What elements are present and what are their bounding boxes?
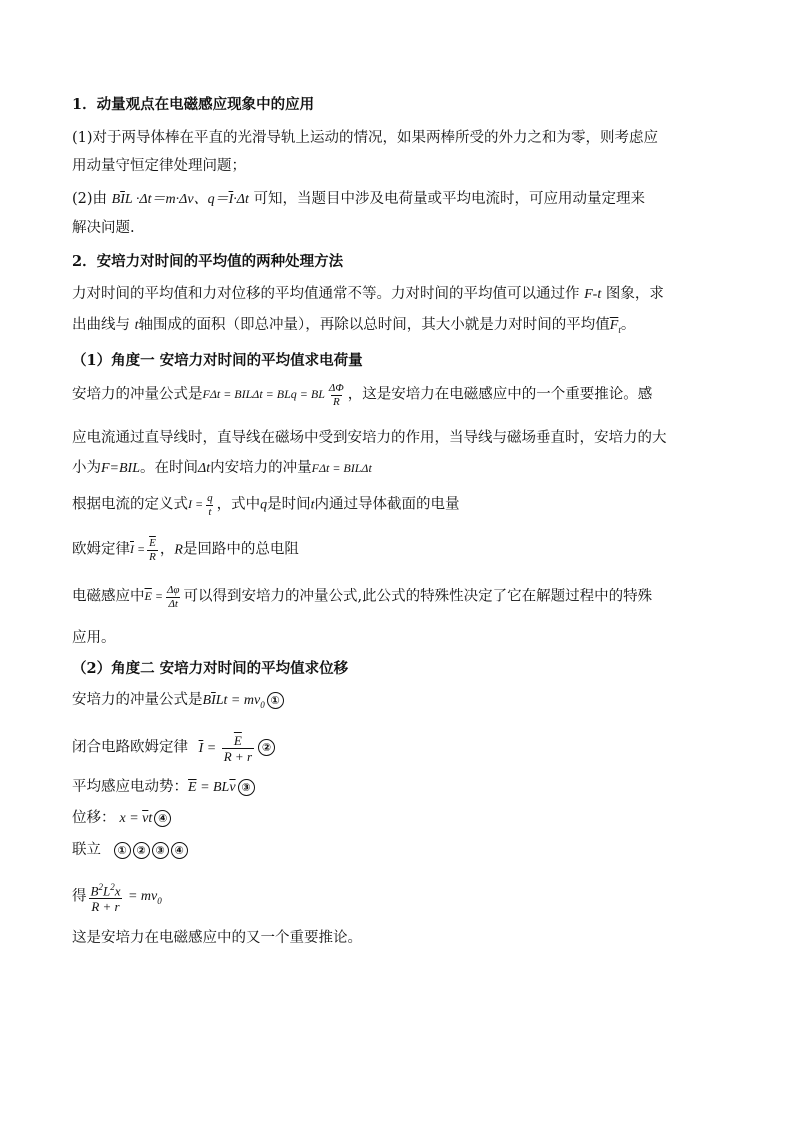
circled-number-2: ② [258,739,275,756]
section-1-heading: 1．动量观点在电磁感应现象中的应用 [72,96,315,113]
s1-para2-line1: (2)由 $B\overline{I}L \cdot\Delta t=m\cdot\Delta v$、$q=\overline{I}\cdot\Delta t$ 可知，当题目中涉及电荷量或平均电流时，可应用动量定理来 [72,191,645,207]
formula-emf: $\overline{E}$ = $\frac{\Delta\varphi}{\Delta t}$ [144,584,180,610]
s2-para1-line1: 力对时间的平均值和力对位移的平均值通常不等。力对时间的平均值可以通过作 F-t 图象，求 [72,286,664,302]
sub2-line2: 闭合电路欧姆定律 $\overline{I}$ = $\frac{\overline{E}}{R + r}$ ② [72,733,275,764]
formula-closed-circuit: $\overline{I}$ = $\frac{\overline{E}}{R + r}$ [198,733,253,764]
circled-numbers-group: ① ② ③ ④ [112,842,188,858]
formula-displacement: $x = \overline{v}t$ [119,811,153,826]
sub1-line2: 应电流通过直导线时，直导线在磁场中受到安培力的作用，当导线与磁场垂直时，安培力的大 [72,430,667,446]
subsection-1-heading: （1）角度一 安培力对时间的平均值求电荷量 [72,352,363,369]
formula-impulse-charge: FΔt = BILΔt = BLq = BL $\frac{\Delta\Phi}{R}$ [202,382,344,408]
subsection-2-heading: （2）角度二 安培力对时间的平均值求位移 [72,660,349,677]
formula-average-emf: $\overline{E} = BL\overline{v}$ [188,780,236,795]
formula-impulse-momentum: $B\overline{I}Lt = mv_0$ [202,693,265,710]
sub2-line1: 安培力的冲量公式是$B\overline{I}Lt = mv_0$ ① [72,690,284,715]
sub1-line4: 根据电流的定义式I = $\frac{q}{t}$ ，式中q是时间t内通过导体截面的电量 [72,492,460,518]
formula-dt: Δt [198,461,211,476]
section-2-heading: 2．安培力对时间的平均值的两种处理方法 [72,253,344,270]
s1-para1-line1: (1)对于两导体棒在平直的光滑导轨上运动的情况，如果两棒所受的外力之和为零，则考虑应 [72,130,659,146]
sub1-line1: 安培力的冲量公式是FΔt = BILΔt = BLq = BL $\frac{\Delta\Phi}{R}$ ，这是安培力在电磁感应中的一个重要推论。感 [72,382,653,408]
circled-number-1: ① [267,692,284,709]
formula-impulse: FΔt = BILΔt [311,461,372,475]
s2-para1-line2: 出曲线与 t轴围成的面积（即总冲量），再除以总时间，其大小就是力对时间的平均值$\overline{F}_t$。 [72,317,636,335]
formula-momentum: $B\overline{I}L \cdot\Delta t=m\cdot\Delta v$、$q=\overline{I}\cdot\Delta t$ [111,192,249,207]
circled-number-3: ③ [238,779,255,796]
sub2-line7: 这是安培力在电磁感应中的又一个重要推论。 [72,930,362,946]
formula-ohm-law: $\overline{I}$ = $\frac{\overline{E}}{R}$ [130,537,156,563]
sub1-line5: 欧姆定律$\overline{I}$ = $\frac{\overline{E}}{R}$ ，R是回路中的总电阻 [72,537,299,563]
sub1-line7: 应用。 [72,630,116,646]
circled-number-4: ④ [154,810,171,827]
sub2-line4: 位移： $x = \overline{v}t$ ④ [72,808,171,829]
sub1-line6: 电磁感应中$\overline{E}$ = $\frac{\Delta\varphi}{\Delta t}$ 可以得到安培力的冲量公式,此公式的特殊性决定了它在解题过程中的特殊 [72,584,653,610]
sub2-line3: 平均感应电动势：$\overline{E} = BL\overline{v}$ ③ [72,777,255,798]
s1-para2-line2: 解决问题. [72,220,135,236]
sub2-line6: 得 $\frac{B^2L^2x}{R + r}$ = $mv_0$ [72,882,162,915]
s1-para1-line2: 用动量守恒定律处理问题； [72,158,246,174]
sub1-line3: 小为F=BIL。在时间Δt内安培力的冲量FΔt = BILΔt [72,460,372,476]
formula-average-force: $\overline{F}_t$ [609,318,621,335]
sub2-line5: 联立 ① ② ③ ④ [72,840,188,860]
formula-current-definition: I = $\frac{q}{t}$ [188,492,213,518]
formula-result: $\frac{B^2L^2x}{R + r}$ = $mv_0$ [90,882,162,915]
